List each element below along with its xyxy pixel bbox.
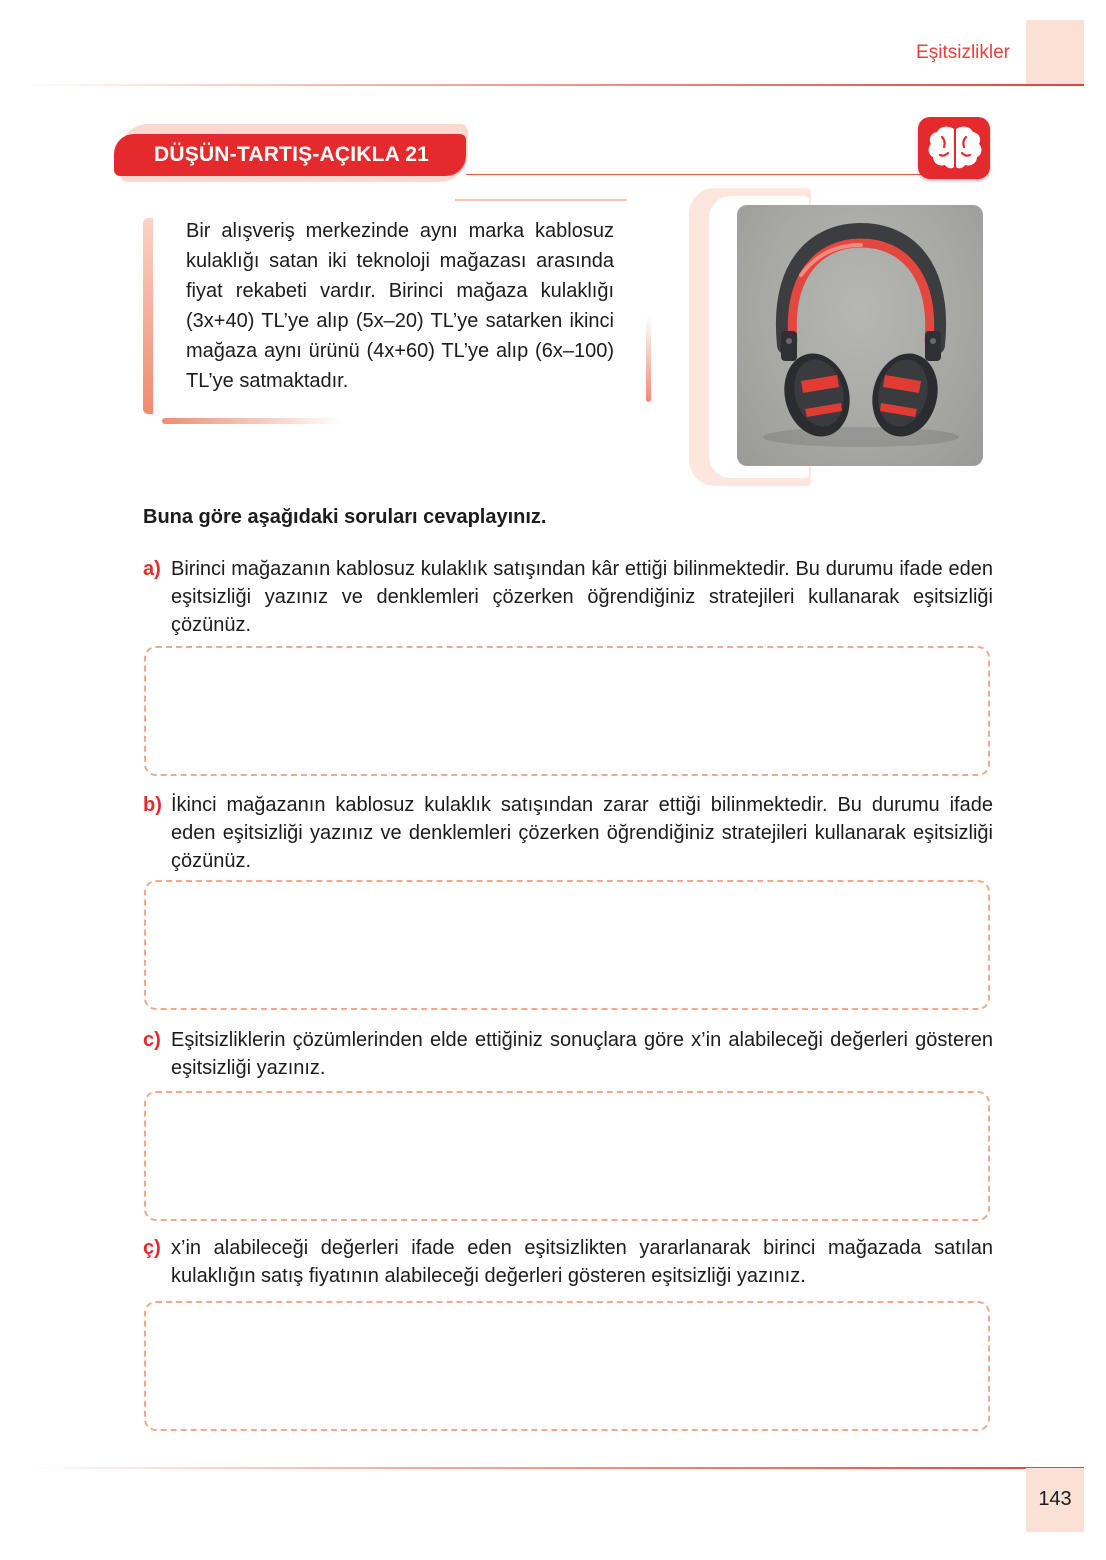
intro-decoration-bottom [162,418,342,424]
instruction-heading: Buna göre aşağıdaki soruları cevaplayınız. [143,506,547,528]
intro-paragraph: Bir alışveriş merkezinde aynı marka kablosuz kulaklığı satan iki teknoloji mağazası arasında fiyat rekabeti vardır. Birinci mağaza kulaklığı (3x+40) TL’ye alıp (5x–20) TL’ye satarken ikinci mağaza aynı ürünü (4x+60) TL’ye alıp (6x–100) TL’ye satmaktadır. [186,220,614,392]
question-letter: b) [143,794,162,816]
question-text: Eşitsizliklerin çözümlerinden elde ettiğiniz sonuçlara göre x’in alabileceği değerleri gösteren eşitsizliği yazınız. [171,1029,993,1079]
section-banner: DÜŞÜN-TARTIŞ-AÇIKLA 21 [114,134,466,176]
footer-divider [24,1467,1084,1469]
question-letter: a) [143,558,161,580]
brain-icon [918,117,990,179]
question-text: x’in alabileceği değerleri ifade eden eşitsizlikten yararlanarak birinci mağazada satılan kulaklığın satış fiyatının alabileceği değerleri gösteren eşitsizliği yazınız. [171,1237,993,1287]
answer-box-c[interactable] [144,1091,990,1221]
answer-box-a[interactable] [144,646,990,776]
question-letter: c) [143,1029,161,1051]
header-divider [24,84,1084,86]
question-a [143,555,993,639]
intro-decoration-left [143,218,153,414]
intro-decoration-right [646,316,651,402]
question-text: Birinci mağazanın kablosuz kulaklık satışından kâr ettiği bilinmektedir. Bu durumu ifade eden eşitsizliği yazınız ve denklemleri çözerken öğrendiğiniz stratejileri kullanarak eşitsizliği çözünüz. [171,558,993,636]
question-cedilla [143,1234,993,1290]
answer-box-b[interactable] [144,880,990,1010]
question-letter: ç) [143,1237,161,1259]
chapter-title: Eşitsizlikler [916,42,1010,63]
intro-decoration-top [455,199,627,201]
answer-box-cedilla[interactable] [144,1301,990,1431]
banner-divider [466,174,926,175]
header-tab [1026,20,1084,84]
page-number: 143 [1038,1488,1072,1510]
question-b [143,791,993,875]
question-c [143,1026,993,1082]
question-text: İkinci mağazanın kablosuz kulaklık satışından zarar ettiği bilinmektedir. Bu durumu ifade eden eşitsizliği yazınız ve denklemleri çözerken öğrendiğiniz stratejileri kullanarak eşitsizliği çözünüz. [171,794,993,872]
headphones-image [737,205,983,466]
